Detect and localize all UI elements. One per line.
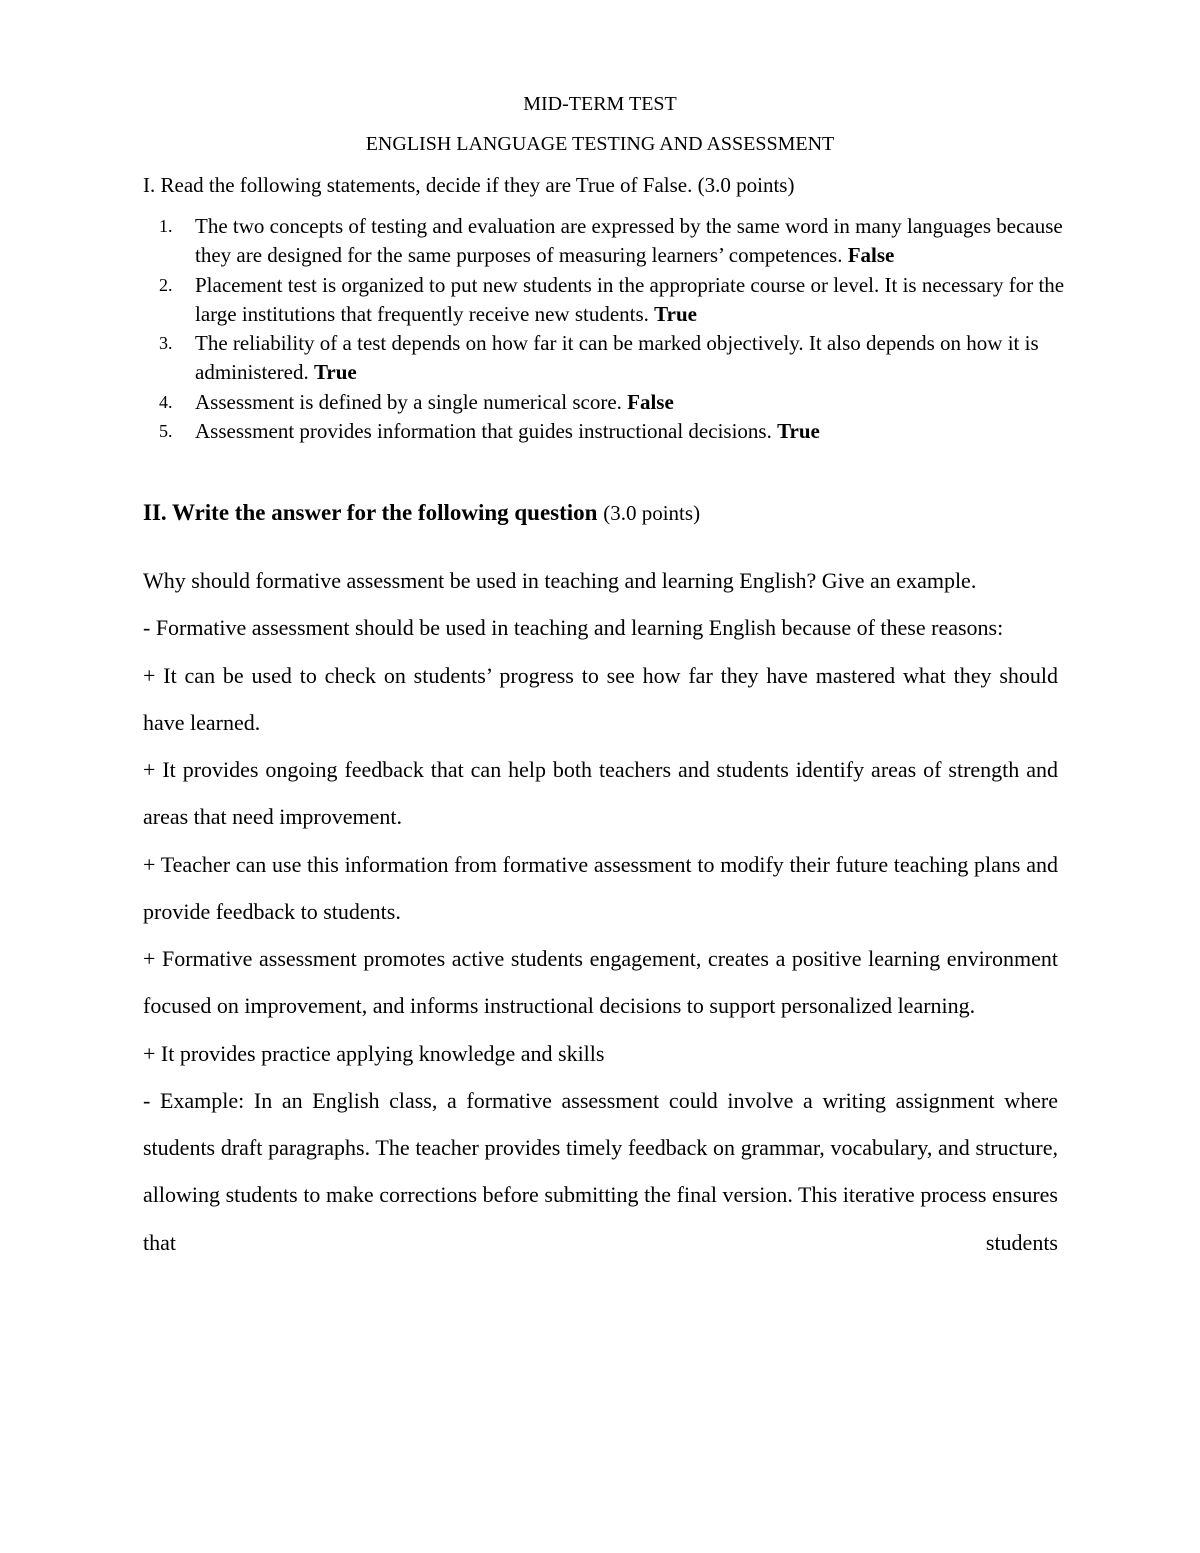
question-paragraph: Why should formative assessment be used in teaching and learning English? Give an example. bbox=[143, 568, 977, 593]
list-item bbox=[143, 388, 1073, 417]
answer-label: False bbox=[627, 389, 674, 414]
true-false-list bbox=[143, 212, 1073, 446]
answer-label: True bbox=[777, 419, 820, 444]
list-item bbox=[143, 329, 1073, 388]
list-item bbox=[143, 212, 1073, 271]
statement-text: Assessment is defined by a single numerical score. bbox=[195, 389, 622, 414]
course-title: ENGLISH LANGUAGE TESTING AND ASSESSMENT bbox=[365, 133, 835, 155]
reason-paragraph: + It provides practice applying knowledge and skills bbox=[143, 1040, 605, 1066]
statement-text: The reliability of a test depends on how far it can be marked objectively. It also depends on how it is administered. bbox=[195, 331, 1039, 385]
list-item bbox=[143, 417, 1073, 446]
answer-body bbox=[143, 557, 1058, 1266]
answer-label: True bbox=[654, 301, 697, 326]
list-item bbox=[143, 271, 1073, 330]
reason-paragraph: + Teacher can use this information from formative assessment to modify their future teaching plans and provide feedback to students. bbox=[143, 851, 1058, 924]
item-number: 3. bbox=[159, 333, 173, 354]
section-2-heading bbox=[143, 498, 700, 528]
statement-text: Placement test is organized to put new students in the appropriate course or level. It is necessary for the large institutions that frequently receive new students. bbox=[195, 272, 1065, 326]
statement-text: Assessment provides information that guides instructional decisions. bbox=[195, 419, 772, 444]
item-number: 1. bbox=[159, 216, 173, 236]
example-paragraph: - Example: In an English class, a formative assessment could involve a writing assignment where students draft paragraphs. The teacher provides timely feedback on grammar, vocabulary, and structure, allowing students to make corrections before submitting the final version. This iterative process ensures that students bbox=[143, 1087, 1058, 1255]
section-2-points: (3.0 points) bbox=[603, 501, 701, 525]
statement-text: The two concepts of testing and evaluation are expressed by the same word in many languages because they are designed for the same purposes of measuring learners’ competences. bbox=[195, 214, 1063, 268]
reason-paragraph: + It provides ongoing feedback that can help both teachers and students identify areas of strength and areas that need improvement. bbox=[143, 757, 1058, 830]
section-2-heading-text: II. Write the answer for the following question bbox=[143, 500, 598, 525]
item-number: 2. bbox=[159, 274, 173, 295]
item-number: 5. bbox=[159, 421, 173, 442]
page-title: MID-TERM TEST bbox=[523, 93, 677, 115]
answer-paragraph: - Formative assessment should be used in teaching and learning English because of these reasons: bbox=[143, 615, 1004, 641]
answer-label: False bbox=[847, 243, 895, 268]
reason-paragraph: + Formative assessment promotes active students engagement, creates a positive learning environment focused on improvement, and informs instructional decisions to support personalized learning. bbox=[143, 946, 1058, 1019]
answer-label: True bbox=[313, 360, 357, 385]
reason-paragraph: + It can be used to check on students’ progress to see how far they have mastered what they should have learned. bbox=[143, 662, 1058, 735]
item-number: 4. bbox=[159, 391, 173, 412]
section-1-heading: I. Read the following statements, decide if they are True of False. (3.0 points) bbox=[143, 173, 795, 197]
